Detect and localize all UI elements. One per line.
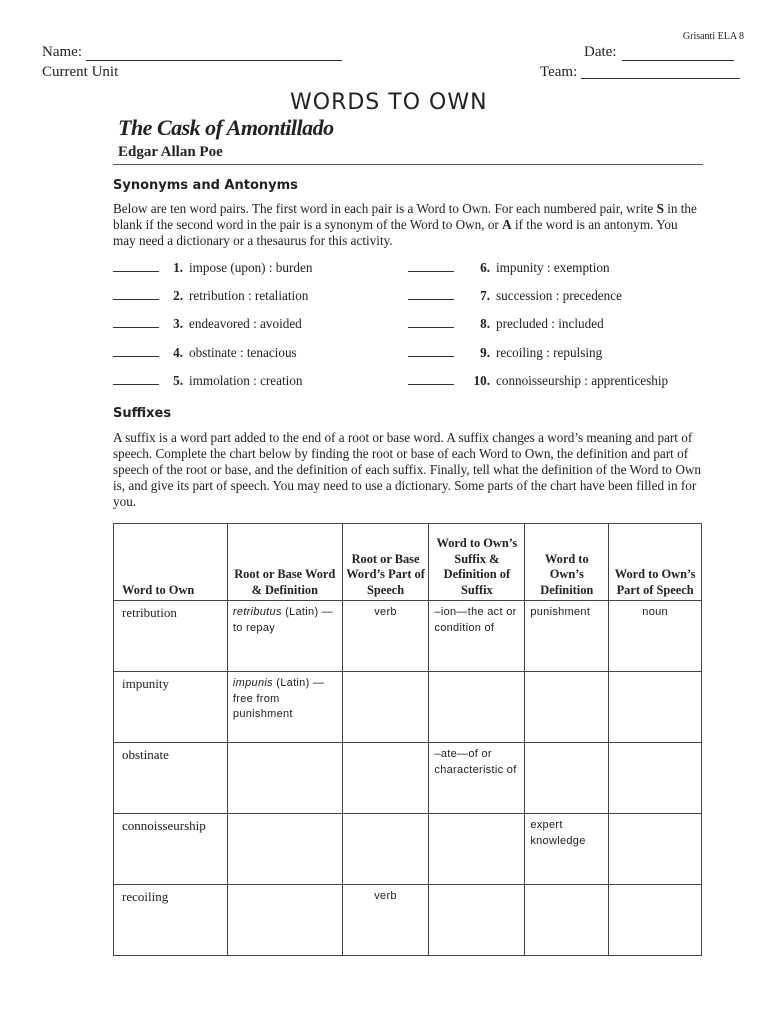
root-pos-cell[interactable] [342,814,429,885]
pair-number: 6. [480,260,490,275]
root-definition: (Latin) —to repay [232,606,334,634]
root-pos-cell[interactable]: verb [342,885,429,956]
author-name: Edgar Allan Poe [118,144,223,160]
pair-number: 9. [480,345,490,360]
instructions-letter-a: A [502,217,512,232]
pair-item [408,288,622,306]
suffix-chart [113,523,702,956]
answer-blank[interactable] [113,317,159,328]
suffix-cell[interactable] [429,885,525,956]
pair-text: obstinate : tenacious [189,345,297,360]
root-word: impunis [232,677,273,689]
answer-blank[interactable] [113,289,159,300]
pair-item [408,373,668,391]
pair-number: 2. [173,288,183,303]
instructions-text-1: Below are ten word pairs. The first word in each pair is a Word to Own. For each numbered pair, write [113,201,657,216]
header-word-part-of-speech: Word to Own’s Part of Speech [609,524,702,601]
suffix-cell[interactable] [429,814,525,885]
pair-text: precluded : included [496,316,604,331]
date-label: Date: [584,44,617,60]
answer-blank[interactable] [113,374,159,385]
suffix-cell[interactable] [429,672,525,743]
title-divider [113,164,703,165]
pair-number: 10. [473,373,490,388]
word-cell: retribution [114,601,228,672]
root-cell[interactable] [227,885,342,956]
page-title: WORDS TO OWN [290,90,488,115]
answer-blank[interactable] [408,317,454,328]
pos-cell[interactable] [609,885,702,956]
instructions-letter-s: S [656,201,664,216]
root-pos-cell[interactable]: verb [342,601,429,672]
word-cell: impunity [114,672,228,743]
pair-item [113,345,297,363]
pair-item [113,260,312,278]
suffix-cell[interactable]: –ate—of or characteristic of [429,743,525,814]
header-word-definition: Word to Own’s Definition [525,524,609,601]
pair-text: impunity : exemption [496,260,610,275]
pos-cell[interactable]: noun [609,601,702,672]
current-unit-label: Current Unit [42,64,119,80]
pos-cell[interactable] [609,743,702,814]
suffix-cell[interactable]: –ion—the act or condition of [429,601,525,672]
answer-blank[interactable] [113,261,159,272]
pair-number: 1. [173,260,183,275]
root-definition: (Latin) —free from punishment [232,677,325,720]
header-root-definition: Root or Base Word & Definition [227,524,342,601]
story-title: The Cask of Amontillado [118,115,334,140]
word-cell: obstinate [114,743,228,814]
answer-blank[interactable] [408,261,454,272]
pair-text: endeavored : avoided [189,316,302,331]
root-cell[interactable] [227,601,342,672]
pair-item [408,345,602,363]
table-row [114,743,702,814]
instructions-text-3: if the word is an antonym. You may need a dictionary or a thesaurus for this activity. [113,217,678,248]
pair-text: immolation : creation [189,373,303,388]
definition-cell[interactable]: punishment [525,601,609,672]
pair-text: succession : precedence [496,288,622,303]
pair-number: 8. [480,316,490,331]
pair-item [113,288,308,306]
pair-number: 5. [173,373,183,388]
chart-header-row [114,524,702,601]
pair-item [113,373,303,391]
word-cell: recoiling [114,885,228,956]
root-cell[interactable] [227,672,342,743]
pos-cell[interactable] [609,814,702,885]
answer-blank[interactable] [408,374,454,385]
header-suffix-definition: Word to Own’s Suffix & Definition of Suffix [429,524,525,601]
root-cell[interactable] [227,814,342,885]
suffixes-heading: Suffixes [113,406,172,421]
definition-cell[interactable] [525,885,609,956]
date-field-line[interactable] [622,60,734,61]
team-label: Team: [540,64,578,80]
team-field-line[interactable] [581,78,740,79]
suffixes-instructions: A suffix is a word part added to the end of a root or base word. A suffix changes a word’s meaning and part of speech. Complete the chart below by finding the root or base of each Word to Own, the definition and part of speech of the root or base, and the definition of each suffix. Finally, tell what the definition of the Word to Own is, and give its part of speech. You may need to use a dictionary. Some parts of the chart have been filled in for you. [113,430,701,509]
word-cell: connoisseurship [114,814,228,885]
root-pos-cell[interactable] [342,743,429,814]
pair-item [113,316,302,334]
pair-text: retribution : retaliation [189,288,309,303]
pos-cell[interactable] [609,672,702,743]
table-row [114,814,702,885]
answer-blank[interactable] [408,289,454,300]
definition-cell[interactable]: expert knowledge [525,814,609,885]
root-word: retributus [232,606,282,618]
pair-text: recoiling : repulsing [496,345,603,360]
synonyms-instructions [113,201,703,249]
pair-number: 3. [173,316,183,331]
pair-item [408,316,604,334]
answer-blank[interactable] [408,346,454,357]
pair-number: 4. [173,345,183,360]
instructions-text-2: in the blank if the second word in the pair is a synonym of the Word to Own, or [113,201,697,232]
synonyms-heading: Synonyms and Antonyms [113,178,298,193]
answer-blank[interactable] [113,346,159,357]
pair-text: impose (upon) : burden [189,260,313,275]
pair-number: 7. [480,288,490,303]
table-row [114,672,702,743]
name-label: Name: [42,44,82,60]
definition-cell[interactable] [525,743,609,814]
name-field-line[interactable] [86,60,342,61]
pair-text: connoisseurship : apprenticeship [496,373,669,388]
header-word-to-own: Word to Own [114,524,228,601]
course-label: Grisanti ELA 8 [682,31,744,42]
pair-item [408,260,610,278]
header-root-part-of-speech: Root or Base Word’s Part of Speech [342,524,429,601]
root-cell[interactable] [227,743,342,814]
root-pos-cell[interactable] [342,672,429,743]
table-row [114,601,702,672]
table-row [114,885,702,956]
definition-cell[interactable] [525,672,609,743]
